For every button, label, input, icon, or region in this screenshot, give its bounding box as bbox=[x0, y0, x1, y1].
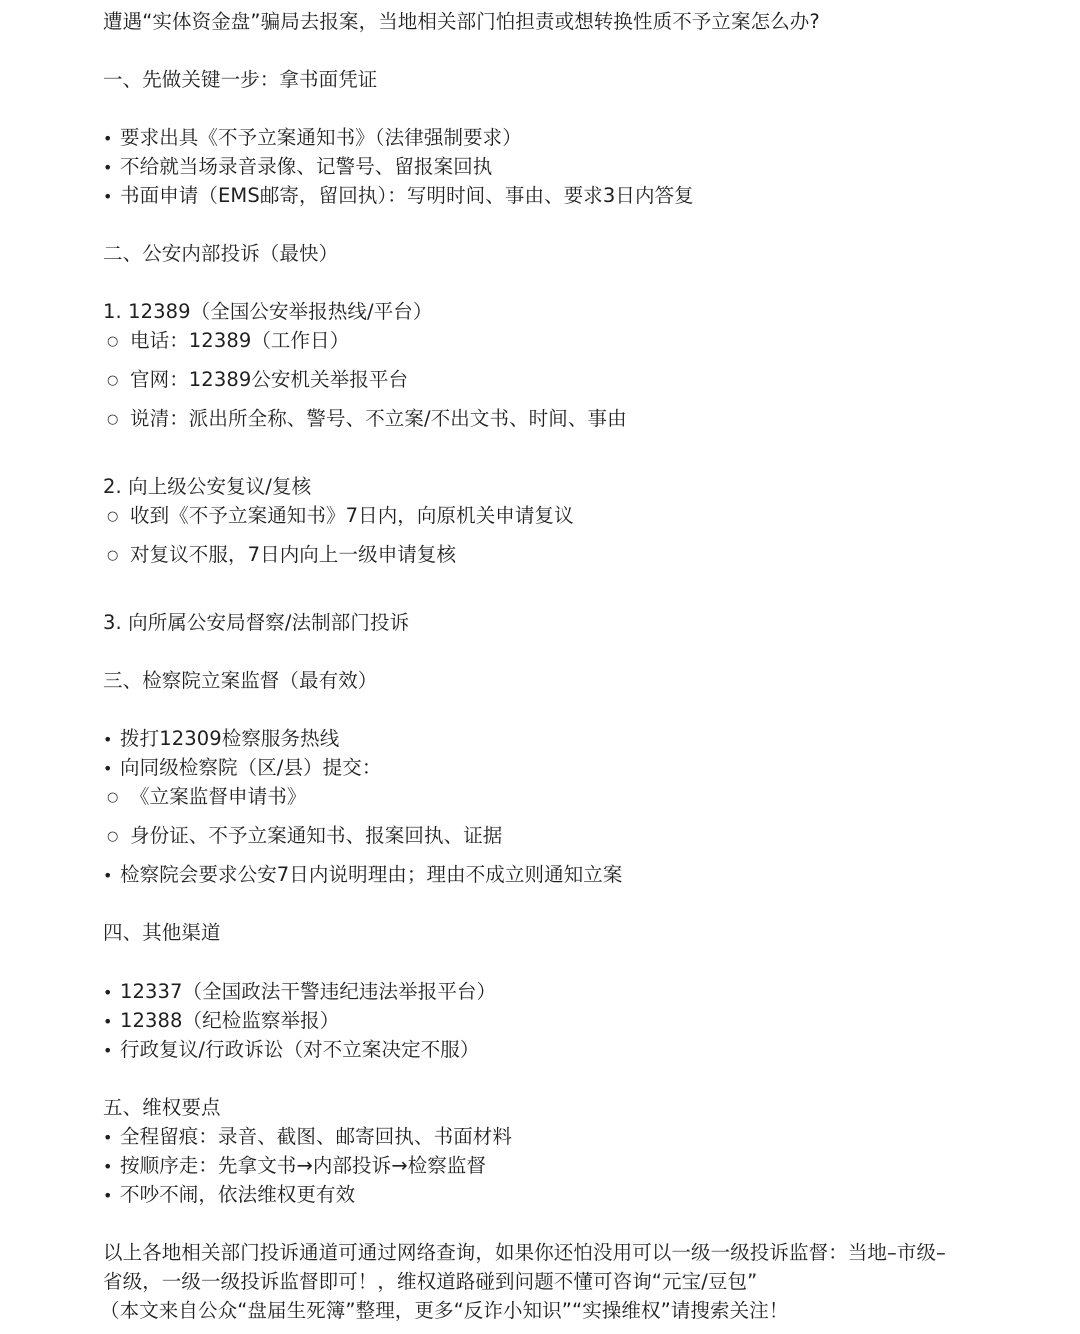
section-5-bullet-1 bbox=[103, 1125, 512, 1149]
section-2-item-1-sub-3 bbox=[107, 407, 627, 431]
sub-text: 对复议不服，7日内向上一级申请复核 bbox=[130, 543, 457, 566]
bullet-text: 行政复议/行政诉讼（对不立案决定不服） bbox=[120, 1038, 480, 1061]
bullet-icon: • bbox=[103, 730, 113, 749]
footer-line-2: 省级，一级一级投诉监督即可！，维权道路碰到问题不懂可咨询“元宝/豆包” bbox=[103, 1270, 758, 1293]
section-4-heading: 四、其他渠道 bbox=[103, 921, 221, 944]
circle-bullet-icon: ○ bbox=[107, 829, 119, 844]
section-3-bullet-3 bbox=[103, 863, 623, 887]
footer-source-note: （本文来自公众“盘届生死簿”整理，更多“反诈小知识”“实操维权”请搜索关注！ bbox=[100, 1299, 789, 1322]
bullet-text: 不吵不闹，依法维权更有效 bbox=[120, 1183, 356, 1206]
bullet-text: 不给就当场录音录像、记警号、留报案回执 bbox=[120, 155, 493, 178]
bullet-text: 全程留痕：录音、截图、邮寄回执、书面材料 bbox=[120, 1125, 513, 1148]
bullet-icon: • bbox=[103, 158, 113, 177]
bullet-text: 检察院会要求公安7日内说明理由；理由不成立则通知立案 bbox=[120, 863, 623, 886]
section-5-bullet-3 bbox=[103, 1183, 355, 1207]
section-4-bullet-1 bbox=[103, 980, 496, 1004]
section-2-item-3-title: 3. 向所属公安局督察/法制部门投诉 bbox=[103, 611, 410, 634]
footer-line-1: 以上各地相关部门投诉通道可通过网络查询，如果你还怕没用可以一级一级投诉监督：当地–市级– bbox=[103, 1241, 946, 1264]
circle-bullet-icon: ○ bbox=[107, 373, 119, 388]
bullet-text: 向同级检察院（区/县）提交： bbox=[120, 756, 382, 779]
bullet-icon: • bbox=[103, 866, 113, 885]
sub-text: 说清：派出所全称、警号、不立案/不出文书、时间、事由 bbox=[130, 407, 627, 430]
sub-text: 收到《不予立案通知书》7日内，向原机关申请复议 bbox=[130, 504, 574, 527]
section-3-bullet-2 bbox=[103, 756, 381, 780]
sub-text: 官网：12389公安机关举报平台 bbox=[130, 368, 409, 391]
bullet-icon: • bbox=[103, 1012, 113, 1031]
bullet-icon: • bbox=[103, 1041, 113, 1060]
circle-bullet-icon: ○ bbox=[107, 509, 119, 524]
circle-bullet-icon: ○ bbox=[107, 334, 119, 349]
bullet-icon: • bbox=[103, 129, 113, 148]
section-4-bullet-3 bbox=[103, 1038, 479, 1062]
bullet-icon: • bbox=[103, 1128, 113, 1147]
sub-text: 《立案监督申请书》 bbox=[130, 785, 307, 808]
circle-bullet-icon: ○ bbox=[107, 790, 119, 805]
bullet-icon: • bbox=[103, 983, 113, 1002]
document-title: 遭遇“实体资金盘”骗局去报案，当地相关部门怕担责或想转换性质不予立案怎么办? bbox=[103, 10, 820, 33]
section-1-heading: 一、先做关键一步：拿书面凭证 bbox=[103, 68, 378, 91]
section-3-heading: 三、检察院立案监督（最有效） bbox=[103, 669, 378, 692]
section-3-bullet-1 bbox=[103, 727, 339, 751]
section-2-item-2-sub-1 bbox=[107, 504, 574, 528]
section-2-heading: 二、公安内部投诉（最快） bbox=[103, 242, 339, 265]
section-2-item-1-sub-1 bbox=[107, 329, 349, 353]
bullet-icon: • bbox=[103, 1186, 113, 1205]
circle-bullet-icon: ○ bbox=[107, 548, 119, 563]
section-1-bullet-3 bbox=[103, 184, 694, 208]
section-2-item-1-title: 1. 12389（全国公安举报热线/平台） bbox=[103, 300, 433, 323]
bullet-text: 12337（全国政法干警违纪违法举报平台） bbox=[120, 980, 497, 1003]
bullet-text: 书面申请（EMS邮寄，留回执）：写明时间、事由、要求3日内答复 bbox=[120, 184, 694, 207]
section-2-item-2-title: 2. 向上级公安复议/复核 bbox=[103, 475, 312, 498]
bullet-text: 拨打12309检察服务热线 bbox=[120, 727, 340, 750]
section-2-item-1-sub-2 bbox=[107, 368, 408, 392]
bullet-text: 要求出具《不予立案通知书》（法律强制要求） bbox=[120, 126, 522, 149]
section-3-sub-2 bbox=[107, 824, 502, 848]
bullet-text: 按顺序走：先拿文书→内部投诉→检察监督 bbox=[120, 1154, 487, 1177]
section-5-bullet-2 bbox=[103, 1154, 486, 1178]
section-1-bullet-2 bbox=[103, 155, 492, 179]
circle-bullet-icon: ○ bbox=[107, 412, 119, 427]
bullet-icon: • bbox=[103, 759, 113, 778]
bullet-icon: • bbox=[103, 1157, 113, 1176]
sub-text: 身份证、不予立案通知书、报案回执、证据 bbox=[130, 824, 503, 847]
sub-text: 电话：12389（工作日） bbox=[130, 329, 350, 352]
section-5-heading: 五、维权要点 bbox=[103, 1096, 221, 1119]
section-1-bullet-1 bbox=[103, 126, 522, 150]
bullet-text: 12388（纪检监察举报） bbox=[120, 1009, 340, 1032]
section-4-bullet-2 bbox=[103, 1009, 339, 1033]
section-2-item-2-sub-2 bbox=[107, 543, 456, 567]
bullet-icon: • bbox=[103, 187, 113, 206]
section-3-sub-1 bbox=[107, 785, 306, 809]
